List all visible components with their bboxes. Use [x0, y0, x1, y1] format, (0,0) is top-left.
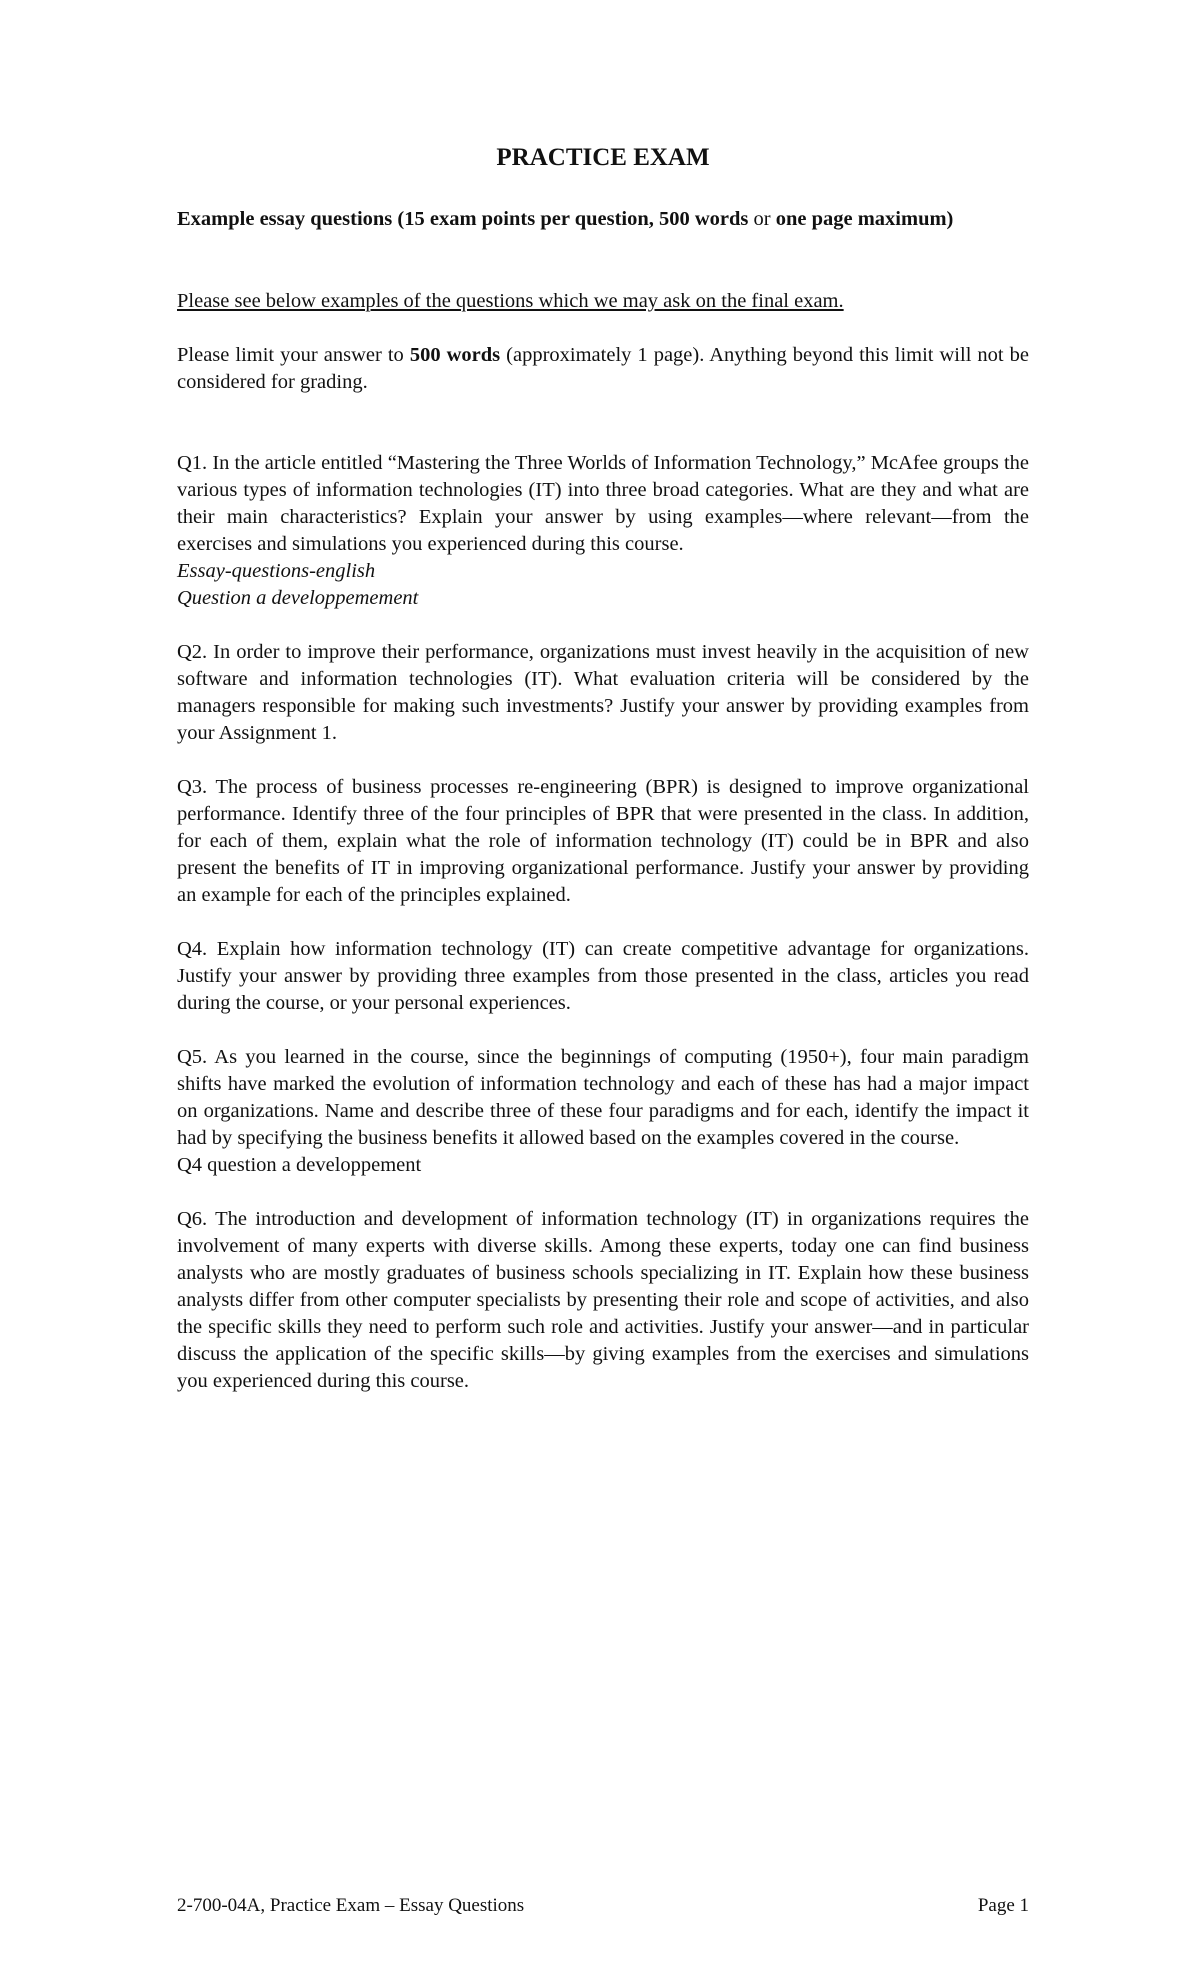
question-q1-note-2: Question a developpemement [177, 587, 419, 609]
page-footer [177, 1894, 1029, 1918]
question-q5-note: Q4 question a developpement [177, 1154, 422, 1176]
question-q3-text: Q3. The process of business processes re-engineering (BPR) is designed to improve organizational performance. Identify three of the four principles of BPR that were presented in the class. In addition, for each of them, explain what the role of information technology (IT) could be in BPR and also present the benefits of IT in improving organizational performance. Justify your answer by providing an example for each of the principles explained. [177, 776, 1029, 906]
question-q5 [177, 1044, 1029, 1179]
question-q6-text: Q6. The introduction and development of information technology (IT) in organizations requires the involvement of many experts with diverse skills. Among these experts, today one can find business analysts who are mostly graduates of business schools specializing in IT. Explain how these business analysts differ from other computer specialists by presenting their role and scope of activities, and also the specific skills they need to perform such role and activities. Justify your answer—and in particular discuss the application of the specific skills—by giving examples from the exercises and simulations you experienced during this course. [177, 1208, 1029, 1392]
page-title: PRACTICE EXAM [496, 144, 710, 171]
document-page [177, 0, 1029, 1976]
question-list [177, 450, 1029, 1422]
footer-page-number: Page 1 [977, 1895, 1029, 1916]
question-q1-note-1: Essay-questions-english [177, 560, 376, 582]
question-q5-text: Q5. As you learned in the course, since the beginnings of computing (1950+), four main paradigm shifts have marked the evolution of information technology and each of these has had a major impact on organizations. Name and describe three of these four paradigms and for each, identify the impact it had by specifying the business benefits it allowed based on the examples covered in the course. [177, 1046, 1029, 1149]
intro-part-3: one page maximum) [775, 208, 954, 230]
intro-part-2: or [748, 208, 776, 230]
footer-course-label: 2-700-04A, Practice Exam – Essay Questions [177, 1895, 525, 1916]
intro-heading [177, 206, 1029, 233]
question-q3 [177, 774, 1029, 909]
question-q6 [177, 1206, 1029, 1395]
question-q2-text: Q2. In order to improve their performance, organizations must invest heavily in the acquisition of new software and information technologies (IT). What evaluation criteria will be considered by the managers responsible for making such investments? Justify your answer by providing examples from your Assignment 1. [177, 641, 1029, 744]
limit-bold: 500 words [409, 344, 501, 366]
word-limit-paragraph [177, 342, 1029, 396]
question-q4 [177, 936, 1029, 1017]
limit-before: Please limit your answer to [177, 344, 410, 366]
intro-part-1: Example essay questions (15 exam points per question, 500 words [177, 208, 749, 230]
question-q1 [177, 450, 1029, 612]
limit-after: (approximately 1 page). Anything beyond this limit will not be considered for grading. [177, 344, 1029, 393]
instructions-note: Please see below examples of the questions which we may ask on the final exam. [177, 290, 844, 312]
question-q4-text: Q4. Explain how information technology (IT) can create competitive advantage for organizations. Justify your answer by providing three examples from those presented in the class, articles you read during the course, or your personal experiences. [177, 938, 1029, 1014]
question-q2 [177, 639, 1029, 747]
question-q1-text: Q1. In the article entitled “Mastering the Three Worlds of Information Technology,” McAfee groups the various types of information technologies (IT) into three broad categories. What are they and what are their main characteristics? Explain your answer by using examples—where relevant—from the exercises and simulations you experienced during this course. [177, 452, 1029, 555]
